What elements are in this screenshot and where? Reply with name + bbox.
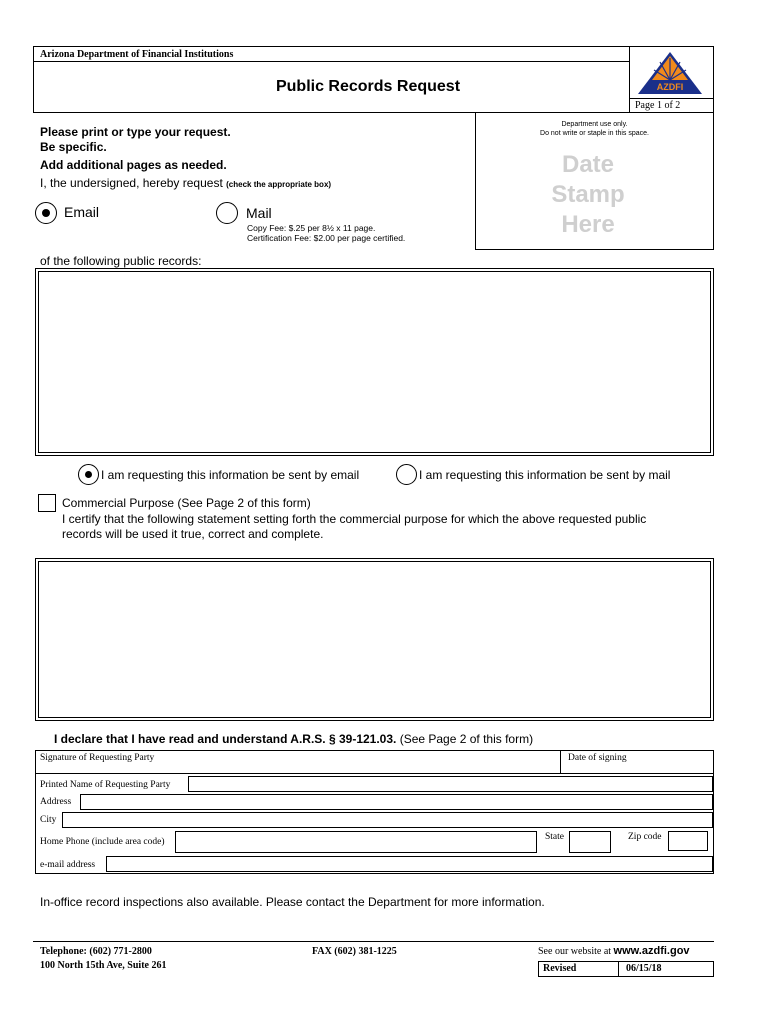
send-by-mail-label: I am requesting this information be sent by mail: [419, 468, 671, 482]
mail-radio[interactable]: [216, 202, 238, 224]
footer-address: 100 North 15th Ave, Suite 261: [40, 960, 167, 971]
footer-fax: FAX (602) 381-1225: [312, 946, 397, 957]
revised-label: Revised: [543, 963, 577, 974]
logo-text: AZDFI: [656, 82, 684, 92]
commercial-purpose-label: Commercial Purpose (See Page 2 of this form): [62, 496, 311, 510]
commercial-certify-text: records will be used it true, correct and complete.: [62, 527, 324, 541]
signature-label: Signature of Requesting Party: [40, 753, 155, 763]
revised-date: 06/15/18: [626, 963, 662, 974]
signature-field[interactable]: [38, 758, 558, 772]
header-divider: [33, 61, 629, 62]
home-phone-label: Home Phone (include area code): [40, 837, 165, 847]
email-radio[interactable]: [35, 202, 57, 224]
inspection-note: In-office record inspections also available. Please contact the Department for more information.: [40, 895, 545, 909]
request-note: (check the appropriate box): [226, 180, 332, 189]
agency-name: Arizona Department of Financial Institutions: [40, 49, 234, 60]
state-label: State: [545, 832, 564, 842]
stamp-note: Do not write or staple in this space.: [540, 130, 649, 137]
city-label: City: [40, 815, 57, 825]
date-of-signing-label: Date of signing: [568, 753, 627, 763]
certification-fee: Certification Fee: $2.00 per page certified.: [247, 233, 406, 243]
email-option-label: Email: [64, 204, 100, 220]
revised-divider: [618, 961, 619, 977]
instruction-line: Please print or type your request.: [40, 125, 231, 139]
stamp-line: Date: [561, 151, 615, 178]
radio-selected-dot: [42, 209, 50, 217]
page-title: Public Records Request: [275, 78, 461, 95]
stamp-line: Here: [561, 211, 615, 238]
declaration-bold: I declare that I have read and understand A.R.S. § 39-121.03.: [54, 732, 397, 746]
footer-top-rule: [33, 941, 714, 942]
send-by-email-label: I am requesting this information be sent by email: [101, 468, 360, 482]
page-number: Page 1 of 2: [629, 98, 714, 113]
declaration-note: (See Page 2 of this form): [396, 732, 534, 746]
request-text: I, the undersigned, hereby request: [40, 176, 223, 190]
printed-name-label: Printed Name of Requesting Party: [40, 780, 171, 790]
azdfi-logo-icon: [636, 50, 704, 96]
state-field[interactable]: [569, 831, 611, 853]
send-by-mail-radio[interactable]: [396, 464, 417, 485]
zip-code-label: Zip code: [628, 832, 662, 842]
send-by-email-radio[interactable]: [78, 464, 99, 485]
commercial-purpose-textarea-inner: [38, 561, 711, 718]
mail-option-label: Mail: [246, 205, 272, 221]
commercial-certify-text: I certify that the following statement setting forth the commercial purpose for which the above requested public: [62, 512, 647, 526]
website-prefix: See our website at: [538, 946, 614, 957]
declaration: [54, 732, 533, 746]
records-textarea[interactable]: [35, 268, 714, 456]
instruction-line: Be specific.: [40, 140, 107, 154]
commercial-purpose-textarea[interactable]: [35, 558, 714, 721]
copy-fee: Copy Fee: $.25 per 8½ x 11 page.: [247, 223, 376, 233]
footer-website-line: [538, 945, 690, 957]
radio-selected-dot: [85, 471, 92, 478]
instruction-line: Add additional pages as needed.: [40, 158, 227, 172]
city-field[interactable]: [62, 812, 713, 828]
footer-telephone: Telephone: (602) 771-2800: [40, 946, 152, 957]
request-statement: [40, 176, 331, 190]
records-label: of the following public records:: [40, 254, 202, 268]
commercial-purpose-checkbox[interactable]: [38, 494, 56, 512]
email-address-field[interactable]: [106, 856, 713, 872]
address-field[interactable]: [80, 794, 713, 810]
printed-name-field[interactable]: [188, 776, 713, 792]
date-stamp-placeholder: [475, 150, 701, 240]
signature-date-divider: [560, 750, 561, 774]
email-address-label: e-mail address: [40, 860, 96, 870]
address-label: Address: [40, 797, 72, 807]
date-of-signing-field[interactable]: [565, 762, 711, 772]
records-textarea-inner: [38, 271, 711, 453]
website-link[interactable]: www.azdfi.gov: [613, 945, 690, 957]
home-phone-field[interactable]: [175, 831, 537, 853]
stamp-line: Stamp: [551, 181, 625, 208]
zip-code-field[interactable]: [668, 831, 708, 851]
stamp-note: Department use only.: [561, 121, 628, 128]
